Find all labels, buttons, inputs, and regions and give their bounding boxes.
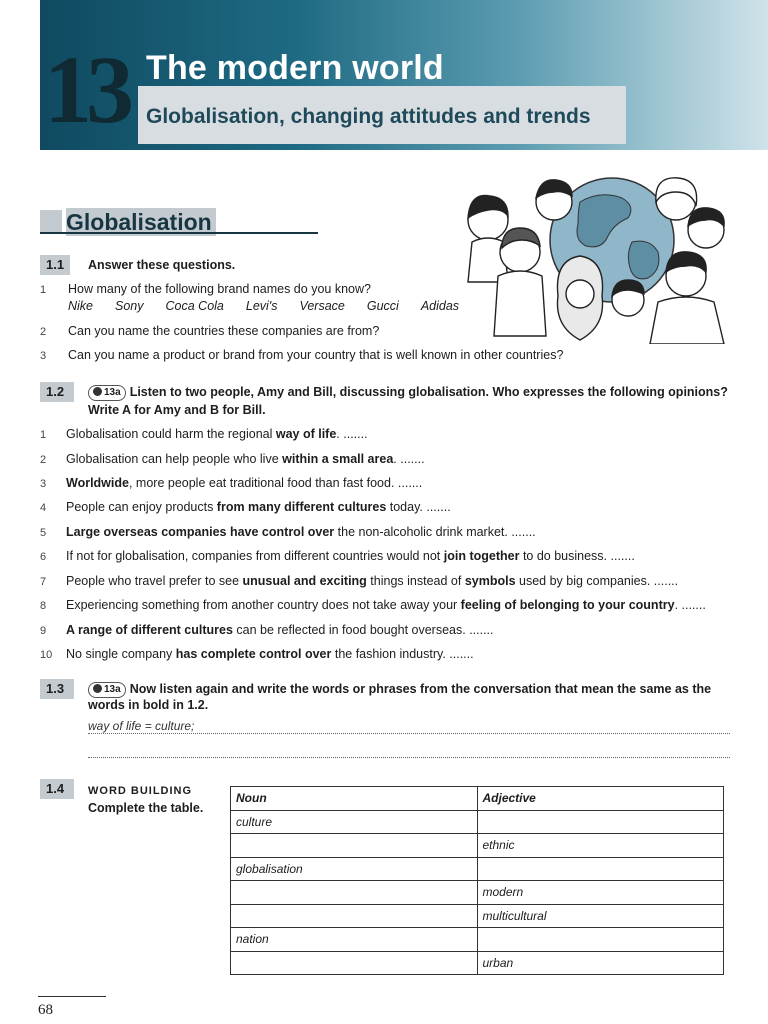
item-number: 6 xyxy=(40,551,47,563)
brand-name: Coca Cola xyxy=(165,299,224,313)
audio-track-badge[interactable]: 13a xyxy=(88,682,126,698)
adjective-cell: multicultural xyxy=(477,904,724,928)
word-building-label: WORD BUILDING xyxy=(88,785,193,797)
noun-cell: nation xyxy=(231,928,478,952)
brand-list xyxy=(68,299,481,313)
exercise-1-3-number: 1.3 xyxy=(40,679,74,699)
adjective-cell[interactable] xyxy=(477,857,724,881)
table-row xyxy=(231,904,724,928)
adjective-cell: ethnic xyxy=(477,834,724,858)
table-row xyxy=(231,810,724,834)
section-rule xyxy=(40,232,318,234)
brand-name: Sony xyxy=(115,299,144,313)
item-text[interactable]: Worldwide, more people eat traditional food than fast food. ....... xyxy=(66,476,423,490)
item-text[interactable]: People who travel prefer to see unusual and exciting things instead of symbols used by big companies. ....... xyxy=(66,574,679,588)
people-globe-illustration xyxy=(462,172,734,344)
exercise-1-2-number: 1.2 xyxy=(40,382,74,402)
exercise-1-2-item xyxy=(40,622,494,639)
exercise-1-2-item xyxy=(40,597,706,614)
question-text: Can you name the countries these companies are from? xyxy=(68,324,380,338)
chapter-number: 13 xyxy=(44,36,128,143)
table-row xyxy=(231,951,724,975)
exercise-1-2-item xyxy=(40,646,474,663)
header-margin xyxy=(0,0,40,150)
column-header-adjective: Adjective xyxy=(477,787,724,811)
noun-cell[interactable] xyxy=(231,904,478,928)
item-number: 2 xyxy=(40,454,47,466)
chapter-subtitle: Globalisation, changing attitudes and trends xyxy=(146,105,591,128)
adjective-cell: modern xyxy=(477,881,724,905)
table-row xyxy=(231,857,724,881)
brand-name: Adidas xyxy=(420,299,460,313)
person-body xyxy=(650,297,724,344)
noun-cell: globalisation xyxy=(231,857,478,881)
person-head xyxy=(566,280,594,308)
table-header-row xyxy=(231,787,724,811)
column-header-noun: Noun xyxy=(231,787,478,811)
brand-name: Versace xyxy=(299,299,345,313)
table-row xyxy=(231,928,724,952)
exercise-1-2-item xyxy=(40,548,635,565)
item-text[interactable]: Globalisation could harm the regional way of life. ....... xyxy=(66,427,368,441)
item-number: 8 xyxy=(40,600,47,612)
globe-continent xyxy=(628,241,658,279)
exercise-1-4-number: 1.4 xyxy=(40,779,74,799)
item-text[interactable]: A range of different cultures can be reflected in food bought overseas. ....... xyxy=(66,623,494,637)
item-text[interactable]: Large overseas companies have control over the non-alcoholic drink market. ....... xyxy=(66,525,536,539)
brand-name: Gucci xyxy=(366,299,399,313)
section-marker xyxy=(40,210,62,232)
question-number: 3 xyxy=(40,350,47,362)
item-number: 7 xyxy=(40,576,47,588)
word-building-table xyxy=(230,786,724,975)
exercise-1-2-item xyxy=(40,573,678,590)
question-number: 2 xyxy=(40,326,47,338)
exercise-1-1-question xyxy=(40,347,563,364)
chapter-title: The modern world xyxy=(146,49,444,87)
exercise-1-1-question xyxy=(40,281,371,298)
item-text[interactable]: Globalisation can help people who live within a small area. ....... xyxy=(66,452,425,466)
table-row xyxy=(231,834,724,858)
item-number: 1 xyxy=(40,429,47,441)
exercise-1-4-instruction: Complete the table. xyxy=(88,801,204,815)
answer-line[interactable] xyxy=(88,757,730,758)
page-rule xyxy=(38,996,106,997)
exercise-1-2-item xyxy=(40,499,451,516)
item-text[interactable]: People can enjoy products from many different cultures today. ....... xyxy=(66,500,451,514)
exercise-1-2-item xyxy=(40,426,368,443)
example-answer: way of life = culture; xyxy=(88,719,195,733)
exercise-1-1-number: 1.1 xyxy=(40,255,70,275)
person-body xyxy=(494,271,546,336)
exercise-1-3-instruction: 13a Now listen again and write the words or phrases from the conversation that mean the same as the xyxy=(88,681,738,698)
item-number: 5 xyxy=(40,527,47,539)
item-number: 10 xyxy=(40,649,53,661)
question-text: How many of the following brand names do you know? xyxy=(68,282,371,296)
exercise-1-2-item xyxy=(40,524,536,541)
item-text[interactable]: Experiencing something from another country does not take away your feeling of belonging to your country. ....... xyxy=(66,598,706,612)
exercise-1-2-item xyxy=(40,475,422,492)
table-row xyxy=(231,881,724,905)
adjective-cell[interactable] xyxy=(477,928,724,952)
noun-cell[interactable] xyxy=(231,881,478,905)
noun-cell[interactable] xyxy=(231,951,478,975)
item-text[interactable]: If not for globalisation, companies from different countries would not join together to do business. ....... xyxy=(66,549,635,563)
noun-cell: culture xyxy=(231,810,478,834)
cd-icon xyxy=(93,387,102,396)
page-number: 68 xyxy=(38,1002,53,1018)
exercise-1-1-question xyxy=(40,323,379,340)
adjective-cell: urban xyxy=(477,951,724,975)
question-text: Can you name a product or brand from your country that is well known in other countries? xyxy=(68,348,564,362)
exercise-1-3-instruction-line2: words in bold in 1.2. xyxy=(88,698,209,712)
noun-cell[interactable] xyxy=(231,834,478,858)
exercise-1-2-item xyxy=(40,451,425,468)
item-number: 3 xyxy=(40,478,47,490)
cd-icon xyxy=(93,684,102,693)
item-number: 9 xyxy=(40,625,47,637)
section-heading: Globalisation xyxy=(66,208,216,236)
item-text[interactable]: No single company has complete control over the fashion industry. ....... xyxy=(66,647,474,661)
exercise-1-1-instruction: Answer these questions. xyxy=(88,258,236,272)
adjective-cell[interactable] xyxy=(477,810,724,834)
question-number: 1 xyxy=(40,284,47,296)
brand-name: Nike xyxy=(68,299,94,313)
answer-line[interactable] xyxy=(88,733,730,734)
exercise-1-2-instruction-line2: Write A for Amy and B for Bill. xyxy=(88,403,266,417)
item-number: 4 xyxy=(40,502,47,514)
audio-track-badge[interactable]: 13a xyxy=(88,385,126,401)
brand-name: Levi's xyxy=(245,299,278,313)
exercise-1-2-instruction: 13a Listen to two people, Amy and Bill, discussing globalisation. Who expresses the following opinions? xyxy=(88,384,738,401)
